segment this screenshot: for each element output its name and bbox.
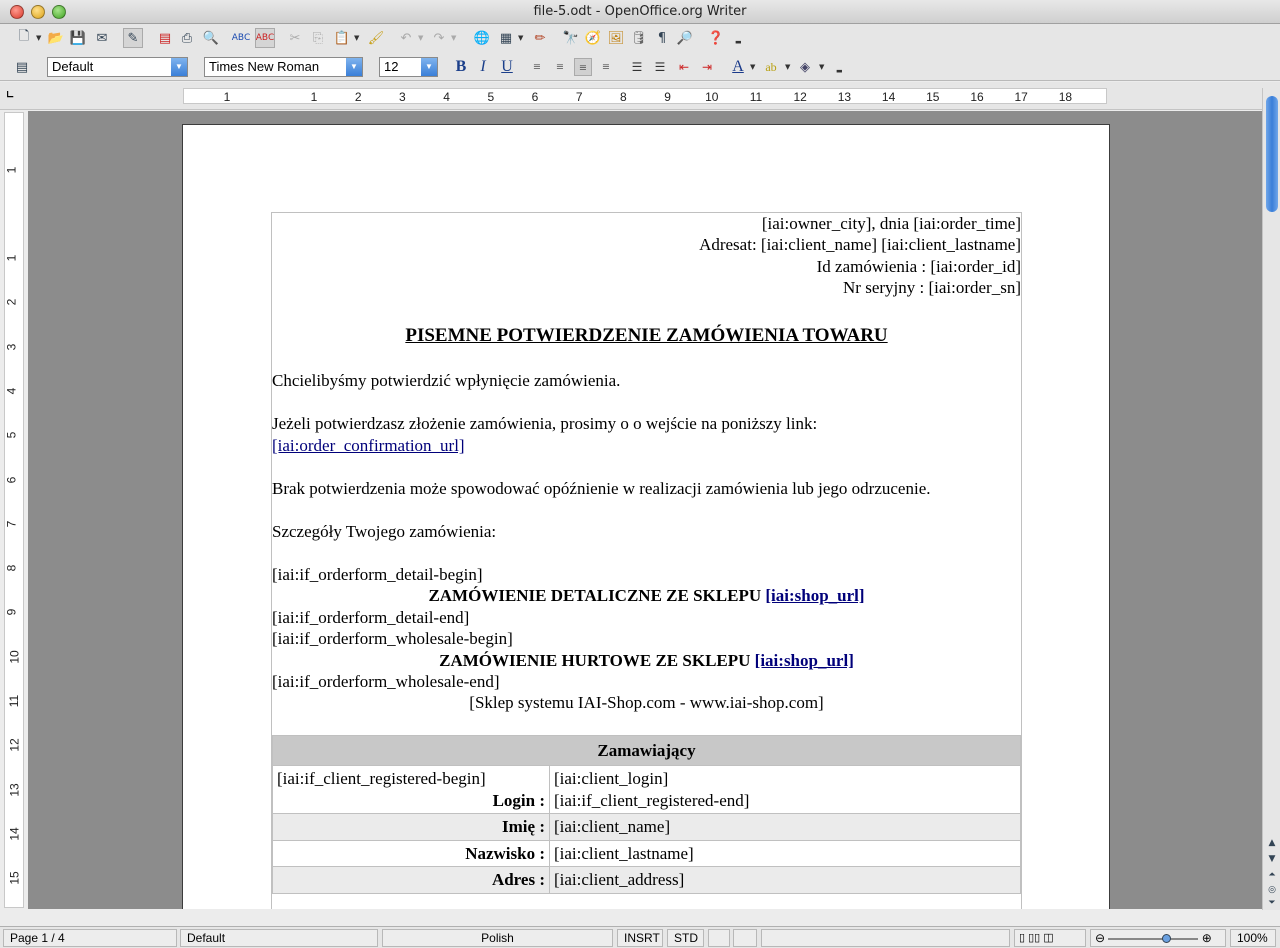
paragraph-style-combo[interactable]: [47, 57, 188, 77]
font-name-value: Times New Roman: [209, 59, 320, 74]
table-dropdown-arrow-icon[interactable]: ▼: [518, 34, 524, 42]
ruler-tick-label: 15: [926, 90, 940, 104]
horizontal-ruler-bar: [0, 82, 1280, 110]
details-heading: Szczegóły Twojego zamówienia:: [272, 522, 497, 541]
table-row: [273, 766, 1021, 814]
paste-dropdown-arrow-icon[interactable]: ▼: [354, 34, 360, 42]
table-header: Zamawiający: [273, 736, 1021, 766]
highlighting-dropdown-icon[interactable]: ▼: [785, 63, 791, 71]
login-value: [iai:client_login]: [554, 769, 669, 788]
ruler-tick-label: 10: [705, 90, 719, 104]
delay-paragraph: Brak potwierdzenia może spowodować opóźnienie w realizacji zamówienia lub jego odrzucenie.: [272, 479, 931, 498]
next-page-icon[interactable]: ⏷: [1268, 898, 1276, 908]
zoom-slider-field[interactable]: [1090, 929, 1226, 947]
system-line: [Sklep systemu IAI-Shop.com - www.iai-shop.com]: [469, 693, 824, 712]
hyperlink-icon[interactable]: 🌐: [473, 30, 491, 46]
cut-icon[interactable]: ✂: [289, 30, 301, 46]
registered-end-tag: [iai:if_client_registered-end]: [554, 790, 750, 810]
table-row: [273, 814, 1021, 841]
detail-title: ZAMÓWIENIE DETALICZNE ZE SKLEPU: [428, 586, 762, 605]
status-bar: [0, 926, 1280, 948]
ruler-tick-label: 5: [4, 431, 19, 439]
spellcheck-icon[interactable]: ABC: [231, 33, 251, 43]
wholesale-begin-tag: [iai:if_orderform_wholesale-begin]: [272, 629, 513, 648]
document-page[interactable]: [182, 124, 1110, 909]
font-name-combo[interactable]: [204, 57, 363, 77]
chevron-down-icon[interactable]: ▼: [421, 58, 437, 76]
previous-page-icon[interactable]: ⏶: [1268, 870, 1276, 880]
ruler-tick-label: 6: [4, 476, 19, 483]
digital-signature-indicator: [733, 929, 757, 947]
document-modified-indicator: [708, 929, 730, 947]
table-icon[interactable]: ▦: [499, 30, 513, 46]
font-color-icon[interactable]: A: [732, 58, 744, 75]
ruler-tick-label: 16: [970, 90, 984, 104]
show-draw-functions-icon[interactable]: ✏: [534, 30, 546, 46]
align-left-icon[interactable]: ≡: [533, 59, 541, 74]
tab-type-icon[interactable]: ∟: [6, 90, 15, 101]
wholesale-shop-url-link[interactable]: [iai:shop_url]: [754, 651, 854, 670]
ruler-tick-label: 18: [1058, 90, 1073, 104]
auto-spellcheck-icon[interactable]: ABC: [255, 28, 275, 48]
ruler-tick-label: 11: [7, 694, 22, 708]
order-sn-line: Nr seryjny : [iai:order_sn]: [843, 278, 1021, 297]
detail-shop-url-link[interactable]: [iai:shop_url]: [765, 586, 865, 605]
page-style-indicator[interactable]: Default: [180, 929, 378, 947]
ruler-tick-label: 13: [7, 782, 22, 797]
scroll-up-arrow-icon[interactable]: ▲: [1268, 838, 1276, 848]
print-preview-icon[interactable]: 🔍: [202, 30, 220, 46]
ruler-tick-label: 5: [487, 90, 495, 104]
ruler-tick-label: 2: [354, 90, 362, 104]
wholesale-title: ZAMÓWIENIE HURTOWE ZE SKLEPU: [439, 651, 751, 670]
ruler-tick-label: 6: [531, 90, 539, 104]
single-page-view-icon[interactable]: ▯: [1019, 932, 1026, 944]
chevron-down-icon[interactable]: ▼: [346, 58, 362, 76]
last-name-value[interactable]: [iai:client_lastname]: [550, 840, 1021, 867]
zoom-window-button[interactable]: [52, 5, 66, 19]
order-id-line: Id zamówienia : [iai:order_id]: [816, 257, 1021, 276]
minimize-window-button[interactable]: [31, 5, 45, 19]
chevron-down-icon[interactable]: ▼: [171, 58, 187, 76]
ruler-tick-label: 11: [749, 90, 763, 104]
ruler-tick-label: 1: [4, 166, 19, 174]
owner-city-line: [iai:owner_city], dnia [iai:order_time]: [761, 214, 1021, 233]
toolbar-options-icon[interactable]: ▬: [836, 67, 843, 75]
justify-icon[interactable]: ≡: [602, 59, 610, 74]
font-color-dropdown-icon[interactable]: ▼: [750, 63, 756, 71]
scrollbar-thumb[interactable]: [1266, 96, 1278, 212]
document-workspace: [28, 111, 1262, 909]
edit-file-icon[interactable]: ✎: [123, 28, 143, 48]
email-document-icon[interactable]: ✉: [96, 30, 108, 46]
ruler-tick-label: 1: [4, 254, 19, 262]
vertical-ruler[interactable]: [4, 112, 24, 908]
confirm-paragraph: Jeżeli potwierdzasz złożenie zamówienia, prosimy o o wejście na poniższy link:: [272, 414, 818, 433]
undo-dropdown-arrow-icon[interactable]: ▼: [418, 34, 424, 42]
two-page-view-icon[interactable]: ▯▯: [1028, 932, 1041, 944]
background-color-dropdown-icon[interactable]: ▼: [819, 63, 825, 71]
detail-end-tag: [iai:if_orderform_detail-end]: [272, 608, 470, 627]
toolbar-options-icon[interactable]: ▬: [735, 38, 742, 46]
navigation-icon[interactable]: ◎: [1268, 885, 1276, 895]
ruler-tick-label: 9: [664, 90, 671, 104]
zoom-slider-knob[interactable]: [1162, 934, 1171, 943]
zoom-slider-track[interactable]: [1108, 938, 1198, 940]
align-right-icon[interactable]: ≡: [574, 58, 592, 76]
ruler-tick-label: 17: [1014, 90, 1028, 104]
export-pdf-icon[interactable]: ▤: [158, 30, 172, 46]
ruler-tick-label: 1: [223, 90, 231, 104]
ruler-tick-label: 3: [4, 343, 19, 350]
ruler-tick-label: 13: [837, 90, 852, 104]
underline-icon[interactable]: U: [501, 58, 513, 75]
ruler-tick-label: 4: [4, 387, 19, 395]
bullets-icon[interactable]: ☰: [654, 60, 666, 74]
font-size-combo[interactable]: [379, 57, 438, 77]
ruler-tick-label: 2: [4, 298, 19, 306]
find-replace-icon[interactable]: 🔭: [562, 30, 580, 46]
ruler-tick-label: 3: [399, 90, 406, 104]
redo-dropdown-arrow-icon[interactable]: ▼: [451, 34, 457, 42]
ruler-tick-label: 9: [4, 609, 19, 616]
zoom-level[interactable]: 100%: [1230, 929, 1276, 947]
book-view-icon[interactable]: ◫: [1043, 932, 1054, 944]
client-table[interactable]: [272, 735, 1021, 894]
vertical-scrollbar[interactable]: [1262, 88, 1280, 910]
scroll-down-arrow-icon[interactable]: ▼: [1268, 854, 1276, 864]
table-row: [273, 840, 1021, 867]
close-window-button[interactable]: [10, 5, 24, 19]
ruler-tick-label: 8: [4, 564, 19, 572]
increase-indent-icon[interactable]: ⇥: [701, 60, 713, 74]
selection-mode-indicator[interactable]: STD: [667, 929, 704, 947]
ruler-tick-label: 12: [7, 738, 22, 752]
wholesale-end-tag: [iai:if_orderform_wholesale-end]: [272, 672, 500, 691]
zoom-in-icon[interactable]: ⊕: [1201, 931, 1212, 945]
detail-title-line: [272, 585, 1021, 607]
last-name-label[interactable]: Nazwisko :: [273, 840, 550, 867]
registered-begin-tag: [iai:if_client_registered-begin]: [277, 769, 486, 788]
new-dropdown-arrow-icon[interactable]: ▼: [36, 34, 42, 42]
ruler-tick-label: 4: [443, 90, 450, 104]
highlighting-icon[interactable]: ab: [765, 60, 777, 74]
first-name-label[interactable]: Imię :: [273, 814, 550, 841]
paste-icon[interactable]: 📋: [333, 30, 351, 46]
horizontal-ruler[interactable]: [183, 88, 1107, 104]
background-color-icon[interactable]: ◈: [800, 59, 810, 74]
ruler-tick-label: 1: [310, 90, 318, 104]
standard-toolbar: [0, 24, 1280, 53]
align-center-icon[interactable]: ≡: [556, 59, 564, 74]
document-heading: PISEMNE POTWIERDZENIE ZAMÓWIENIA TOWARU: [405, 325, 888, 346]
print-icon[interactable]: ⎙: [181, 30, 193, 46]
window-title: file-5.odt - OpenOffice.org Writer: [533, 4, 747, 19]
clone-formatting-icon[interactable]: 🖌: [367, 30, 385, 46]
addressee-line: Adresat: [iai:client_name] [iai:client_lastname]: [699, 235, 1021, 254]
zoom-icon[interactable]: 🔎: [676, 30, 694, 46]
login-value-cell[interactable]: [550, 766, 1021, 814]
ruler-tick-label: 15: [7, 871, 22, 885]
gallery-icon[interactable]: 🖼: [607, 30, 625, 46]
save-icon[interactable]: 💾: [69, 30, 87, 46]
ruler-tick-label: 14: [7, 827, 22, 841]
ruler-tick-label: 10: [7, 650, 22, 664]
intro-paragraph: Chcielibyśmy potwierdzić wpłynięcie zamówienia.: [272, 371, 621, 390]
object-info-field: [761, 929, 1010, 947]
ruler-tick-label: 7: [4, 520, 19, 528]
login-label-cell[interactable]: [273, 766, 550, 814]
insert-mode-indicator[interactable]: INSRT: [617, 929, 663, 947]
order-confirmation-link[interactable]: [iai:order_confirmation_url]: [272, 436, 465, 455]
ruler-tick-label: 7: [575, 90, 583, 104]
login-label: Login :: [492, 790, 545, 810]
redo-icon[interactable]: ↷: [433, 30, 445, 46]
ruler-tick-label: 14: [881, 90, 896, 104]
undo-icon[interactable]: ↶: [400, 30, 412, 46]
page-indicator[interactable]: Page 1 / 4: [3, 929, 177, 947]
numbering-icon[interactable]: ☰: [631, 60, 643, 74]
formatting-marks-icon[interactable]: ¶: [657, 30, 667, 46]
copy-icon[interactable]: ⎘: [312, 30, 324, 46]
table-row: [273, 867, 1021, 894]
ruler-tick-label: 12: [793, 90, 807, 104]
styles-formatting-icon[interactable]: ▤: [15, 59, 29, 75]
italic-icon[interactable]: I: [480, 58, 486, 75]
address-label[interactable]: Adres :: [273, 867, 550, 894]
language-indicator[interactable]: Polish: [382, 929, 613, 947]
first-name-value[interactable]: [iai:client_name]: [550, 814, 1021, 841]
open-icon[interactable]: 📂: [47, 30, 65, 46]
view-layout-field: [1014, 929, 1086, 947]
new-document-icon[interactable]: 🗋: [18, 29, 30, 44]
address-value[interactable]: [iai:client_address]: [550, 867, 1021, 894]
wholesale-title-line: [272, 650, 1021, 672]
font-size-value: 12: [384, 59, 399, 74]
zoom-out-icon[interactable]: ⊖: [1095, 931, 1106, 945]
paragraph-style-value: Default: [52, 59, 94, 74]
text-body[interactable]: [271, 212, 1022, 909]
formatting-toolbar: [0, 53, 1280, 81]
data-sources-icon[interactable]: 🛢: [630, 30, 648, 46]
title-bar: [0, 0, 1280, 24]
detail-begin-tag: [iai:if_orderform_detail-begin]: [272, 565, 483, 584]
bold-icon[interactable]: B: [455, 58, 467, 75]
decrease-indent-icon[interactable]: ⇤: [678, 60, 690, 74]
navigator-icon[interactable]: 🧭: [584, 30, 602, 46]
help-icon[interactable]: ❓: [707, 30, 725, 46]
ruler-tick-label: 8: [620, 90, 627, 104]
